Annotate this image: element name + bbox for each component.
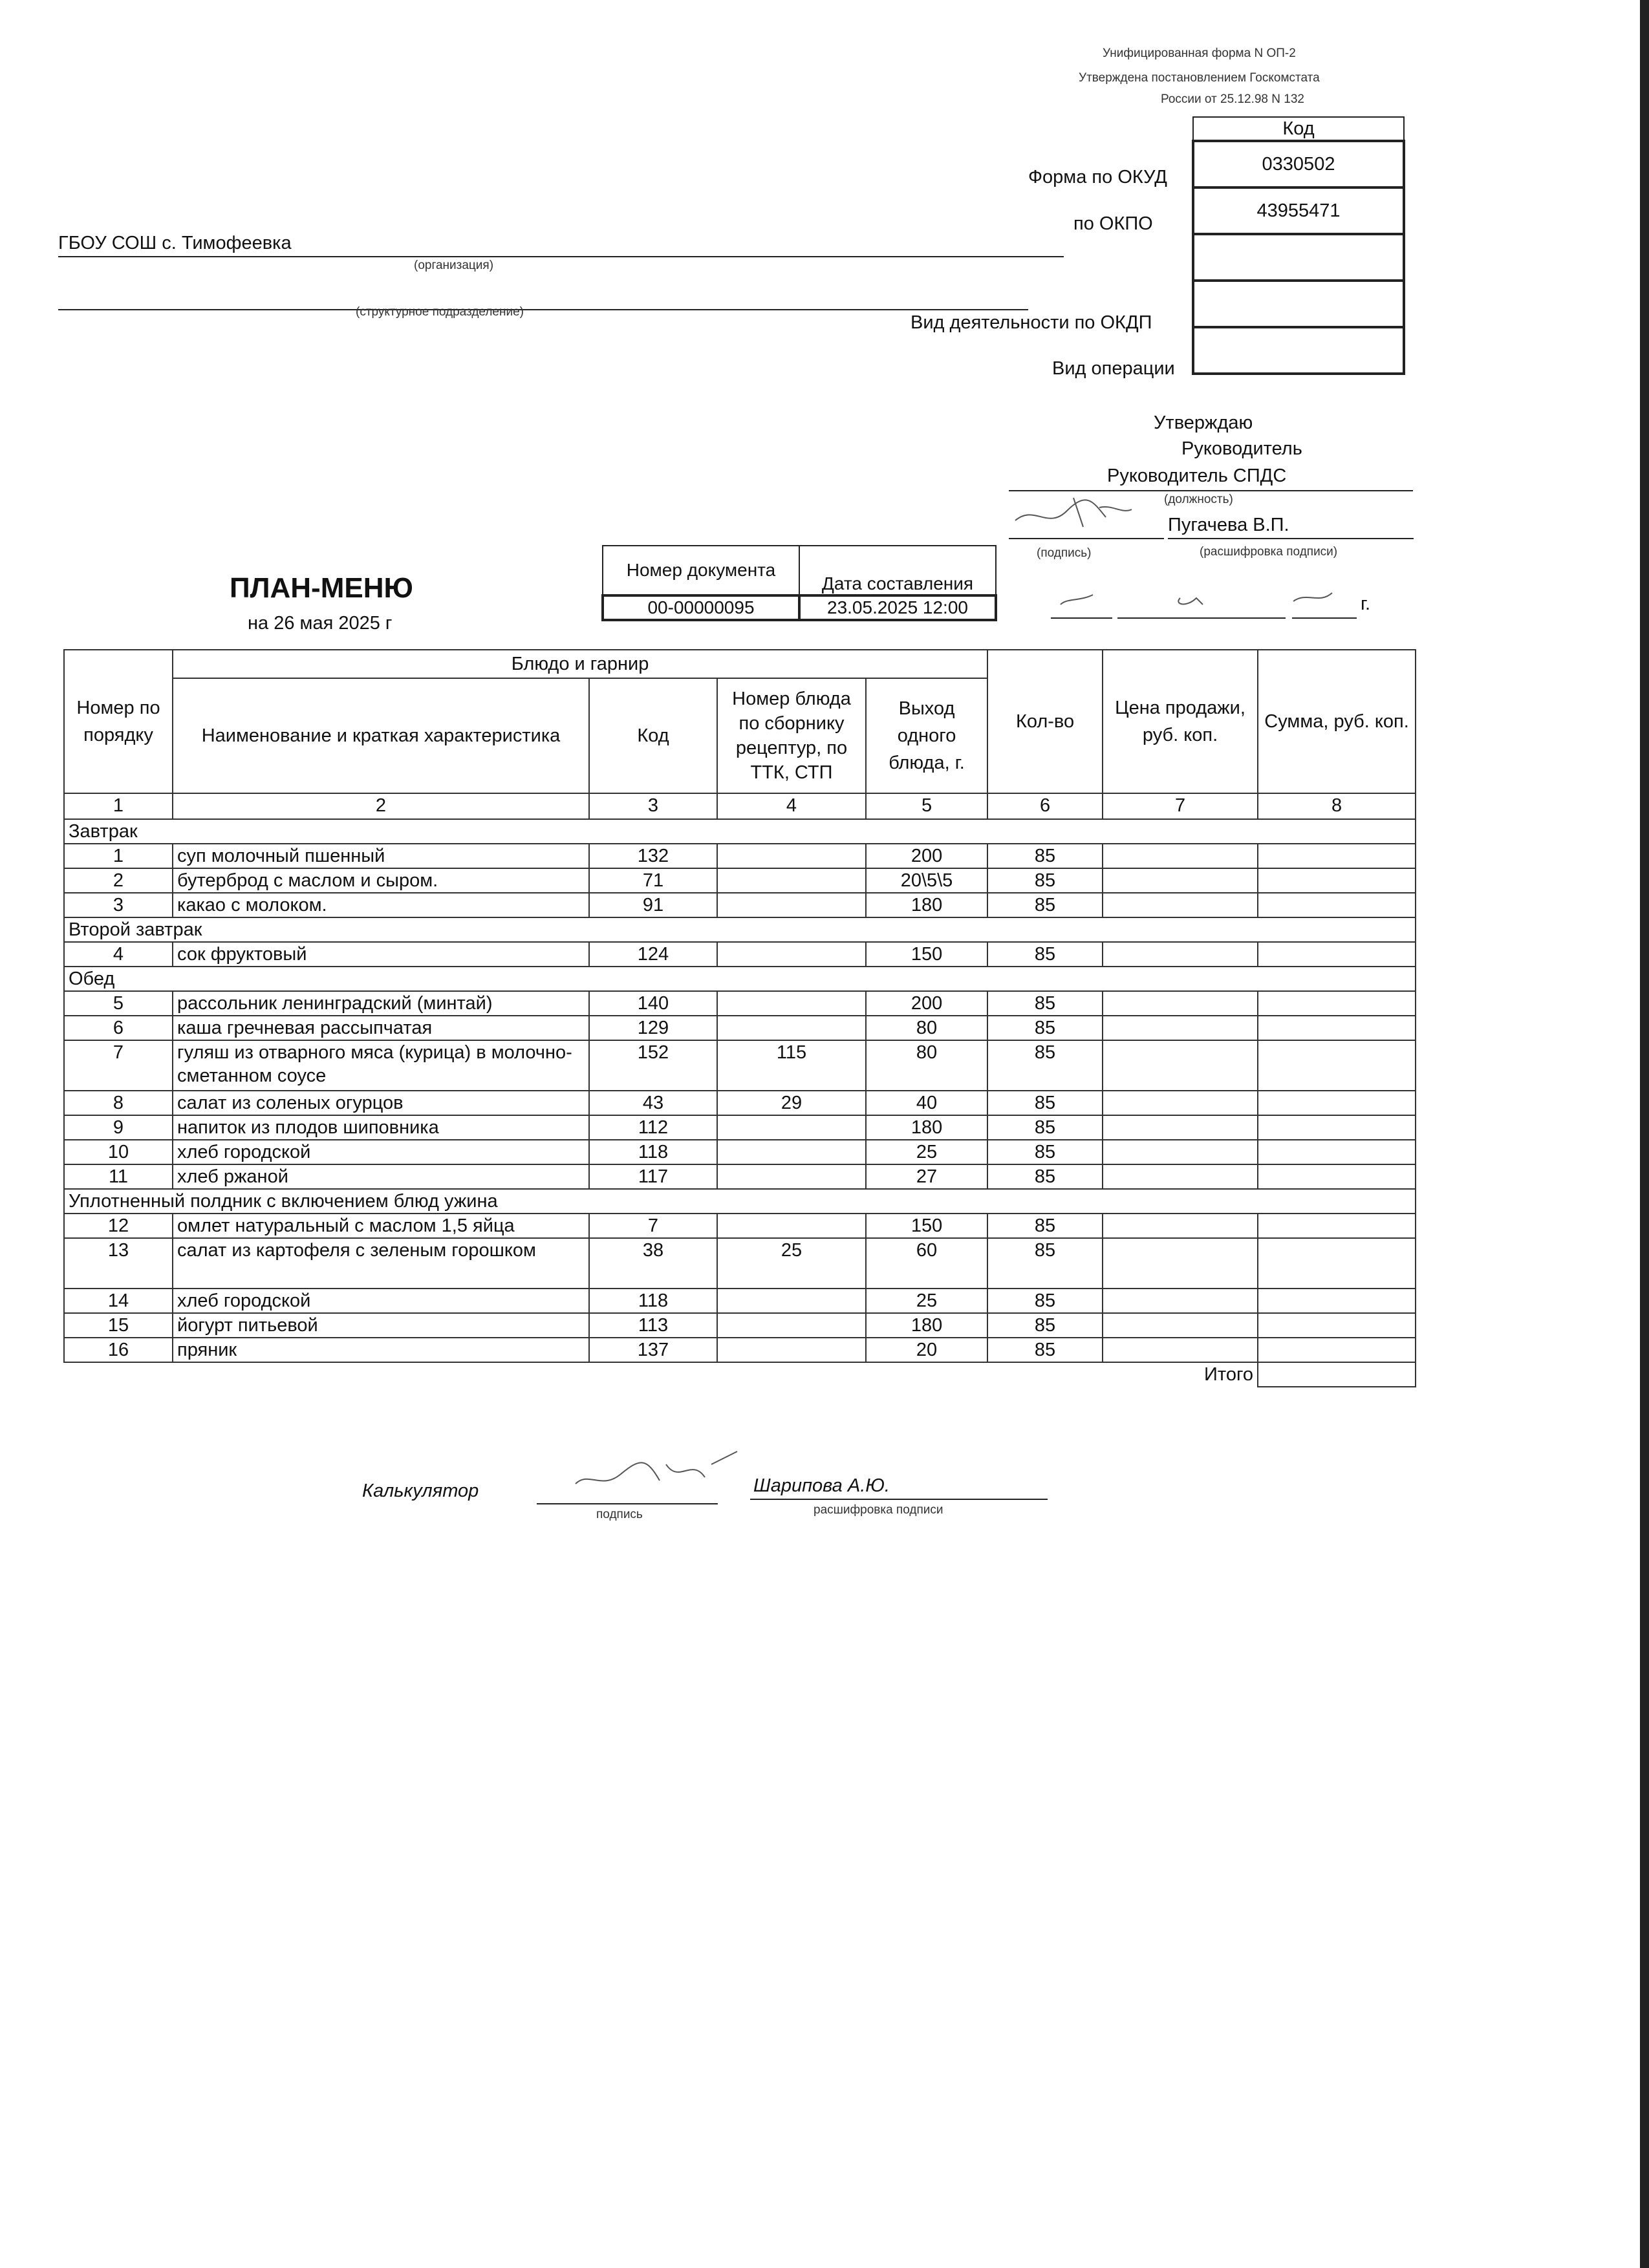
dish-code: 7 <box>589 1214 717 1238</box>
table-row <box>64 1214 1416 1238</box>
dish-name: омлет натуральный с маслом 1,5 яйца <box>173 1214 589 1238</box>
col-number: 4 <box>717 793 866 819</box>
dish-output: 150 <box>866 1214 987 1238</box>
dish-name: хлеб городской <box>173 1140 589 1164</box>
dish-price <box>1103 1040 1258 1091</box>
dish-recipe-number <box>717 991 866 1016</box>
calculator-signature-image <box>569 1445 750 1503</box>
dish-quantity: 85 <box>987 1016 1103 1040</box>
dish-name: напиток из плодов шиповника <box>173 1115 589 1140</box>
dish-price <box>1103 1164 1258 1189</box>
form-note-1: Унифицированная форма N ОП-2 <box>1103 47 1296 60</box>
code-box <box>1192 116 1405 375</box>
dish-name: суп молочный пшенный <box>173 844 589 868</box>
col-number: 8 <box>1258 793 1416 819</box>
dish-output: 25 <box>866 1289 987 1313</box>
dish-recipe-number: 29 <box>717 1091 866 1115</box>
dish-code: 140 <box>589 991 717 1016</box>
dish-code: 91 <box>589 893 717 917</box>
dish-sum <box>1258 1313 1416 1338</box>
form-note-2: Утверждена постановлением Госкомстата <box>1079 71 1320 85</box>
menu-table <box>63 649 1416 1387</box>
dish-output: 60 <box>866 1238 987 1289</box>
dish-recipe-number <box>717 1289 866 1313</box>
table-row <box>64 1091 1416 1115</box>
dish-sum <box>1258 1016 1416 1040</box>
row-number: 8 <box>64 1091 173 1115</box>
okpo-value: 43955471 <box>1193 187 1404 234</box>
col-number: 7 <box>1103 793 1258 819</box>
dish-quantity: 85 <box>987 1289 1103 1313</box>
organization-name: ГБОУ СОШ с. Тимофеевка <box>58 233 292 253</box>
dish-recipe-number <box>717 844 866 868</box>
calculator-label: Калькулятор <box>362 1481 479 1501</box>
header-qty: Кол-во <box>987 650 1103 793</box>
row-number: 1 <box>64 844 173 868</box>
dish-quantity: 85 <box>987 1238 1103 1289</box>
table-row <box>64 942 1416 967</box>
dish-price <box>1103 844 1258 868</box>
subdivision-caption: (структурное подразделение) <box>356 305 524 319</box>
date-year-line <box>1292 617 1357 619</box>
section-row <box>64 1189 1416 1214</box>
organization-line <box>58 256 1064 257</box>
dish-output: 200 <box>866 991 987 1016</box>
dish-quantity: 85 <box>987 1140 1103 1164</box>
header-name: Наименование и краткая характеристика <box>173 678 589 793</box>
dish-output: 180 <box>866 1115 987 1140</box>
table-row <box>64 1313 1416 1338</box>
col-number: 2 <box>173 793 589 819</box>
document-info-box <box>601 545 997 621</box>
dish-name: рассольник ленинградский (минтай) <box>173 991 589 1016</box>
calculator-signature-line <box>537 1503 718 1504</box>
dish-code: 113 <box>589 1313 717 1338</box>
dish-sum <box>1258 1164 1416 1189</box>
dish-recipe-number <box>717 1016 866 1040</box>
table-row <box>64 1140 1416 1164</box>
okdp-value <box>1193 281 1404 327</box>
dish-code: 112 <box>589 1115 717 1140</box>
approver-signature-caption: (подпись) <box>1037 546 1092 560</box>
doc-number-value: 00-00000095 <box>603 595 799 620</box>
dish-recipe-number <box>717 1338 866 1362</box>
date-month-line <box>1117 617 1286 619</box>
approver-signature-line <box>1009 538 1164 539</box>
total-row <box>64 1362 1416 1387</box>
okud-value: 0330502 <box>1193 141 1404 187</box>
calculator-signature-caption: подпись <box>596 1508 643 1521</box>
dish-price <box>1103 1214 1258 1238</box>
date-year-suffix: г. <box>1361 594 1371 614</box>
dish-code: 132 <box>589 844 717 868</box>
subdivision-line <box>58 309 1028 310</box>
row-number: 14 <box>64 1289 173 1313</box>
row-number: 6 <box>64 1016 173 1040</box>
row-number: 10 <box>64 1140 173 1164</box>
calculator-name-caption: расшифровка подписи <box>814 1503 943 1517</box>
table-row <box>64 1016 1416 1040</box>
dish-sum <box>1258 1140 1416 1164</box>
dish-quantity: 85 <box>987 893 1103 917</box>
dish-quantity: 85 <box>987 1164 1103 1189</box>
dish-price <box>1103 942 1258 967</box>
dish-name: сок фруктовый <box>173 942 589 967</box>
operation-label: Вид операции <box>1052 358 1175 379</box>
dish-recipe-number <box>717 942 866 967</box>
dish-quantity: 85 <box>987 1214 1103 1238</box>
section-title: Обед <box>64 967 1416 991</box>
operation-value <box>1193 327 1404 374</box>
date-handwriting-image <box>1048 579 1358 617</box>
dish-code: 118 <box>589 1140 717 1164</box>
header-order: Номер по порядку <box>64 650 173 793</box>
approver-name-caption: (расшифровка подписи) <box>1200 545 1338 559</box>
table-row <box>64 1115 1416 1140</box>
dish-output: 40 <box>866 1091 987 1115</box>
dish-price <box>1103 1115 1258 1140</box>
dish-recipe-number <box>717 1164 866 1189</box>
dish-quantity: 85 <box>987 844 1103 868</box>
dish-sum <box>1258 942 1416 967</box>
table-row <box>64 893 1416 917</box>
dish-name: какао с молоком. <box>173 893 589 917</box>
header-price: Цена продажи, руб. коп. <box>1103 650 1258 793</box>
dish-output: 180 <box>866 1313 987 1338</box>
row-number: 16 <box>64 1338 173 1362</box>
row-number: 13 <box>64 1238 173 1289</box>
col-number: 1 <box>64 793 173 819</box>
scan-edge <box>1640 0 1649 2268</box>
calculator-name: Шарипова А.Ю. <box>753 1475 890 1496</box>
section-title: Второй завтрак <box>64 917 1416 942</box>
approve-line-2: Руководитель <box>1181 438 1302 459</box>
dish-quantity: 85 <box>987 868 1103 893</box>
dish-sum <box>1258 844 1416 868</box>
total-value <box>1258 1362 1416 1387</box>
dish-name: салат из картофеля с зеленым горошком <box>173 1238 589 1289</box>
dish-code: 137 <box>589 1338 717 1362</box>
dish-sum <box>1258 868 1416 893</box>
dish-quantity: 85 <box>987 942 1103 967</box>
table-row <box>64 1338 1416 1362</box>
dish-sum <box>1258 1091 1416 1115</box>
dish-output: 20\5\5 <box>866 868 987 893</box>
okdp-label: Вид деятельности по ОКДП <box>911 312 1152 333</box>
dish-price <box>1103 1289 1258 1313</box>
code-header: Код <box>1193 117 1404 141</box>
dish-sum <box>1258 1115 1416 1140</box>
dish-output: 20 <box>866 1338 987 1362</box>
position-caption: (должность) <box>1164 493 1233 506</box>
dish-name: хлеб городской <box>173 1289 589 1313</box>
dish-price <box>1103 1091 1258 1115</box>
row-number: 15 <box>64 1313 173 1338</box>
dish-price <box>1103 1338 1258 1362</box>
dish-code: 118 <box>589 1289 717 1313</box>
doc-date-header: Дата составления <box>799 546 996 595</box>
row-number: 3 <box>64 893 173 917</box>
dish-code: 129 <box>589 1016 717 1040</box>
approver-name-line <box>1168 538 1414 539</box>
column-numbers-row <box>64 793 1416 819</box>
row-number: 11 <box>64 1164 173 1189</box>
header-code: Код <box>589 678 717 793</box>
empty-code-1 <box>1193 234 1404 281</box>
dish-recipe-number <box>717 868 866 893</box>
header-output: Выход одного блюда, г. <box>866 678 987 793</box>
dish-sum <box>1258 1289 1416 1313</box>
dish-recipe-number: 115 <box>717 1040 866 1091</box>
dish-sum <box>1258 991 1416 1016</box>
dish-sum <box>1258 1040 1416 1091</box>
calculator-name-line <box>750 1499 1048 1500</box>
section-title: Уплотненный полдник с включением блюд ужина <box>64 1189 1416 1214</box>
section-row <box>64 967 1416 991</box>
dish-sum <box>1258 1238 1416 1289</box>
dish-output: 27 <box>866 1164 987 1189</box>
row-number: 12 <box>64 1214 173 1238</box>
approver-signature-image <box>1009 491 1138 537</box>
menu-date: на 26 мая 2025 г <box>248 613 393 634</box>
doc-date-value: 23.05.2025 12:00 <box>799 595 996 620</box>
dish-quantity: 85 <box>987 1115 1103 1140</box>
date-day-line <box>1051 617 1112 619</box>
dish-code: 43 <box>589 1091 717 1115</box>
section-title: Завтрак <box>64 819 1416 844</box>
dish-quantity: 85 <box>987 1338 1103 1362</box>
dish-price <box>1103 1238 1258 1289</box>
row-number: 7 <box>64 1040 173 1091</box>
col-number: 6 <box>987 793 1103 819</box>
table-row <box>64 1289 1416 1313</box>
form-note-3: России от 25.12.98 N 132 <box>1161 92 1304 106</box>
dish-recipe-number <box>717 1313 866 1338</box>
row-number: 9 <box>64 1115 173 1140</box>
dish-price <box>1103 1313 1258 1338</box>
row-number: 4 <box>64 942 173 967</box>
dish-code: 38 <box>589 1238 717 1289</box>
table-row <box>64 1238 1416 1289</box>
dish-sum <box>1258 1338 1416 1362</box>
approve-position: Руководитель СПДС <box>1107 465 1287 486</box>
header-sum: Сумма, руб. коп. <box>1258 650 1416 793</box>
table-row <box>64 991 1416 1016</box>
table-row <box>64 1040 1416 1091</box>
table-row <box>64 844 1416 868</box>
dish-name: бутерброд с маслом и сыром. <box>173 868 589 893</box>
dish-price <box>1103 893 1258 917</box>
dish-quantity: 85 <box>987 1313 1103 1338</box>
dish-recipe-number: 25 <box>717 1238 866 1289</box>
dish-output: 80 <box>866 1040 987 1091</box>
doc-number-header: Номер документа <box>603 546 799 595</box>
header-group: Блюдо и гарнир <box>173 650 987 678</box>
dish-output: 80 <box>866 1016 987 1040</box>
dish-price <box>1103 1140 1258 1164</box>
dish-name: пряник <box>173 1338 589 1362</box>
dish-recipe-number <box>717 893 866 917</box>
dish-price <box>1103 1016 1258 1040</box>
okpo-label: по ОКПО <box>1073 213 1153 234</box>
page-title: ПЛАН-МЕНЮ <box>230 572 413 604</box>
row-number: 2 <box>64 868 173 893</box>
dish-recipe-number <box>717 1140 866 1164</box>
dish-output: 200 <box>866 844 987 868</box>
table-row <box>64 868 1416 893</box>
organization-caption: (организация) <box>414 259 494 272</box>
dish-recipe-number <box>717 1214 866 1238</box>
dish-name: гуляш из отварного мяса (курица) в молочно-сметанном соусе <box>173 1040 589 1091</box>
row-number: 5 <box>64 991 173 1016</box>
dish-quantity: 85 <box>987 1091 1103 1115</box>
okud-label: Форма по ОКУД <box>1028 167 1167 187</box>
dish-sum <box>1258 893 1416 917</box>
dish-output: 180 <box>866 893 987 917</box>
dish-sum <box>1258 1214 1416 1238</box>
dish-price <box>1103 868 1258 893</box>
col-number: 3 <box>589 793 717 819</box>
dish-code: 124 <box>589 942 717 967</box>
col-number: 5 <box>866 793 987 819</box>
dish-output: 25 <box>866 1140 987 1164</box>
header-recipe: Номер блюда по сборнику рецептур, по ТТК, СТП <box>717 678 866 793</box>
dish-code: 117 <box>589 1164 717 1189</box>
dish-name: салат из соленых огурцов <box>173 1091 589 1115</box>
dish-quantity: 85 <box>987 1040 1103 1091</box>
table-row <box>64 1164 1416 1189</box>
dish-name: хлеб ржаной <box>173 1164 589 1189</box>
dish-name: каша гречневая рассыпчатая <box>173 1016 589 1040</box>
dish-output: 150 <box>866 942 987 967</box>
dish-code: 152 <box>589 1040 717 1091</box>
dish-recipe-number <box>717 1115 866 1140</box>
total-label: Итого <box>1204 1364 1254 1385</box>
dish-code: 71 <box>589 868 717 893</box>
approver-name: Пугачева В.П. <box>1168 515 1289 535</box>
section-row <box>64 917 1416 942</box>
dish-name: йогурт питьевой <box>173 1313 589 1338</box>
dish-quantity: 85 <box>987 991 1103 1016</box>
dish-price <box>1103 991 1258 1016</box>
approve-line-1: Утверждаю <box>1154 412 1253 433</box>
section-row <box>64 819 1416 844</box>
